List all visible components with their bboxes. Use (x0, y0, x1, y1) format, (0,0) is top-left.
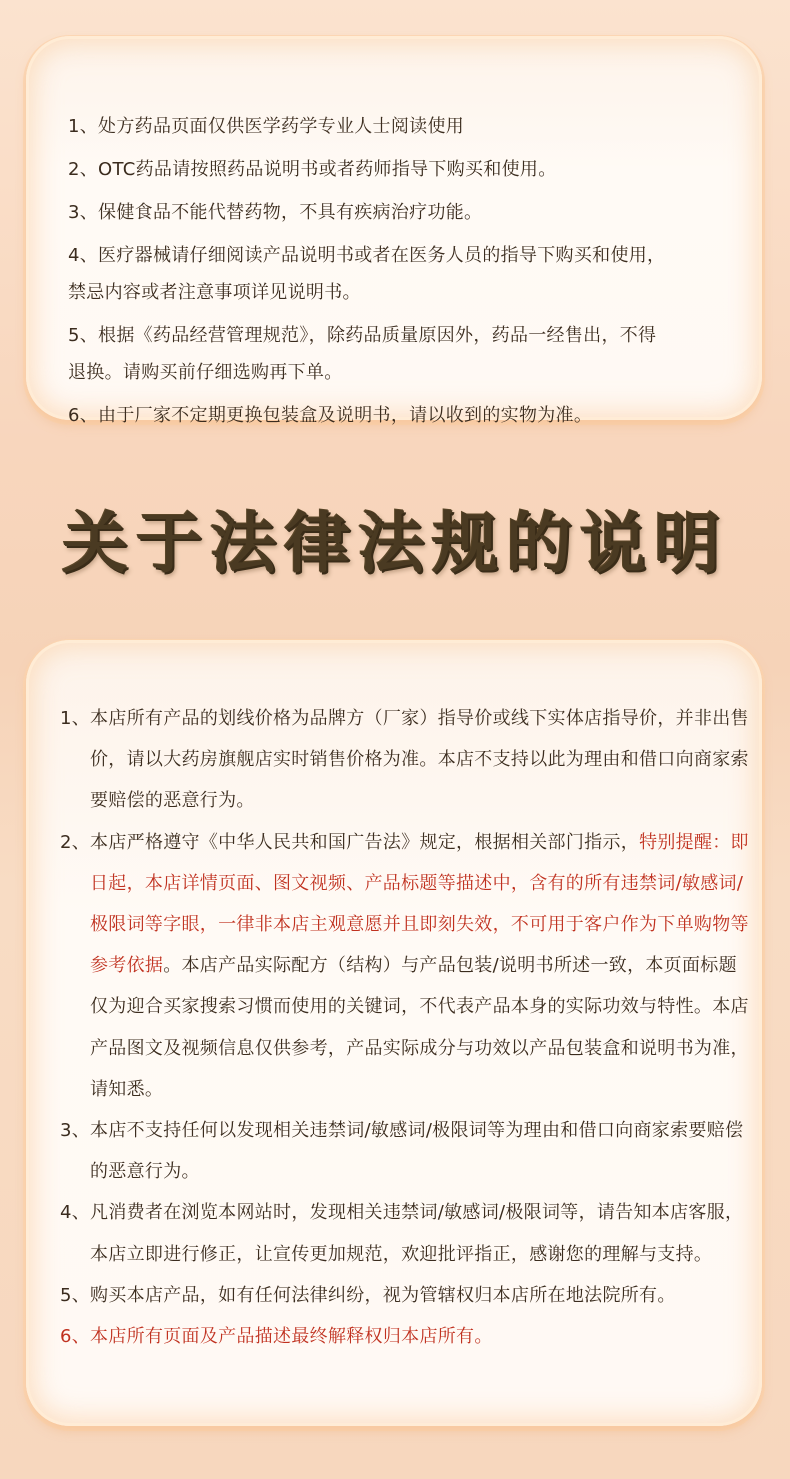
notice-item-4 (68, 237, 744, 311)
legal-item-6: 6、本店所有页面及产品描述最终解释权归本店所有。 (60, 1326, 493, 1348)
legal-item-4: 4、凡消费者在浏览本网站时，发现相关违禁词/敏感词/极限词等，请告知本店客服，本店立即进行修正，让宣传更加规范，欢迎批评指正，感谢您的理解与支持。 (60, 1202, 744, 1265)
pharmacy-notice-list (68, 108, 744, 440)
legal-item-2 (60, 822, 750, 1110)
legal-statement-list (60, 698, 750, 1357)
legal-item-2-intro: 2、本店严格遵守《中华人民共和国广告法》规定，根据相关部门指示， (60, 831, 640, 853)
legal-item-2-detail: 。本店产品实际配方（结构）与产品包装/说明书所述一致，本页面标题仅为迎合买家搜索习惯而使用的关键词，不代表产品本身的实际功效与特性。本店产品图文及视频信息仅供参考，产品实际成分与功效以产品包装盒和说明书为准，请知悉。 (90, 955, 749, 1100)
section-title: 关于法律法规的说明 (62, 504, 728, 582)
notice-item-3: 3、保健食品不能代替药物，不具有疾病治疗功能。 (68, 202, 483, 223)
notice-item-4-line-2: 禁忌内容或者注意事项详见说明书。 (68, 282, 361, 303)
pharmacy-notice-card (26, 36, 762, 426)
legal-item-2-warning: 特别提醒：即日起，本店详情页面、图文视频、产品标题等描述中，含有的所有违禁词/敏感词/极限词等字眼，一律非本店主观意愿并且即刻失效，不可用于客户作为下单购物等参考依据 (90, 831, 749, 977)
legal-item-5: 5、购买本店产品，如有任何法律纠纷，视为管辖权归本店所在地法院所有。 (60, 1284, 676, 1306)
legal-item-3: 3、本店不支持任何以发现相关违禁词/敏感词/极限词等为理由和借口向商家索要赔偿的恶意行为。 (60, 1120, 744, 1183)
legal-statement-card (26, 640, 762, 1426)
notice-item-4-line-1: 4、医疗器械请仔细阅读产品说明书或者在医务人员的指导下购买和使用， (68, 245, 666, 266)
legal-item-1: 1、本店所有产品的划线价格为品牌方（厂家）指导价或线下实体店指导价，并非出售价，请以大药房旗舰店实时销售价格为准。本店不支持以此为理由和借口向商家索要赔偿的恶意行为。 (60, 708, 749, 812)
notice-item-6: 6、由于厂家不定期更换包装盒及说明书，请以收到的实物为准。 (68, 405, 593, 426)
notice-item-5-line-1: 5、根据《药品经营管理规范》，除药品质量原因外，药品一经售出，不得 (68, 325, 657, 346)
notice-item-5-line-2: 退换。请购买前仔细选购再下单。 (68, 362, 343, 383)
notice-item-5 (68, 317, 744, 391)
notice-item-2: 2、OTC药品请按照药品说明书或者药师指导下购买和使用。 (68, 159, 557, 180)
notice-item-1: 1、处方药品页面仅供医学药学专业人士阅读使用 (68, 116, 465, 137)
